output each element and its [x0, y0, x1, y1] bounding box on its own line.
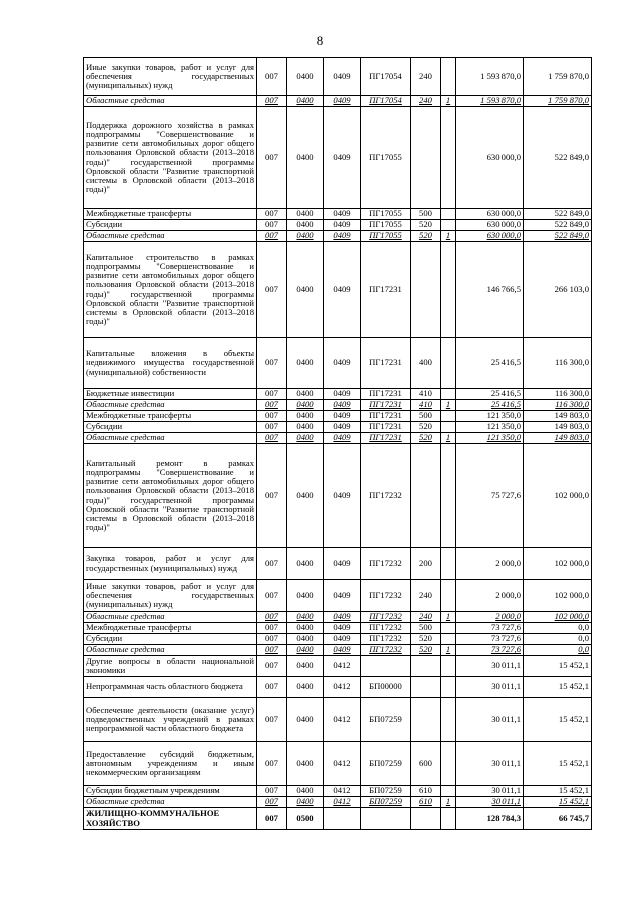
row-name: Областные средства — [84, 400, 257, 411]
row-name: Межбюджетные трансферты — [84, 411, 257, 422]
row-source-code — [441, 444, 456, 548]
row-amount-1: 630 000,0 — [456, 107, 524, 209]
row-source-code — [441, 58, 456, 96]
table-row — [84, 634, 592, 645]
row-subsection-code: 0409 — [324, 107, 361, 209]
row-target-article: ПГ17232 — [361, 580, 411, 612]
row-subsection-code: 0412 — [324, 786, 361, 797]
row-ministry-code: 007 — [257, 808, 287, 830]
row-subsection-code: 0412 — [324, 742, 361, 786]
row-amount-1: 30 011,1 — [456, 698, 524, 742]
row-amount-2: 102 000,0 — [524, 444, 592, 548]
row-amount-2: 15 452,1 — [524, 786, 592, 797]
row-amount-2: 102 000,0 — [524, 612, 592, 623]
row-name: Межбюджетные трансферты — [84, 623, 257, 634]
row-subsection-code: 0409 — [324, 389, 361, 400]
row-expense-type: 400 — [411, 338, 441, 389]
row-section-code: 0400 — [287, 634, 324, 645]
row-section-code: 0400 — [287, 58, 324, 96]
row-target-article — [361, 808, 411, 830]
row-amount-1: 25 416,5 — [456, 389, 524, 400]
row-source-code — [441, 338, 456, 389]
row-name: Иные закупки товаров, работ и услуг для обеспечения государственных (муниципальных) нужд — [84, 580, 257, 612]
row-expense-type — [411, 656, 441, 677]
row-source-code: 1 — [441, 96, 456, 107]
row-subsection-code: 0409 — [324, 231, 361, 242]
row-target-article: ПГ17055 — [361, 107, 411, 209]
page-number: 8 — [316, 33, 324, 48]
row-amount-1: 73 727,6 — [456, 634, 524, 645]
row-amount-2: 1 759 870,0 — [524, 58, 592, 96]
table-row — [84, 612, 592, 623]
row-subsection-code: 0409 — [324, 580, 361, 612]
row-target-article: ПГ17231 — [361, 338, 411, 389]
row-ministry-code: 007 — [257, 411, 287, 422]
row-target-article: ПГ17231 — [361, 422, 411, 433]
row-expense-type: 410 — [411, 400, 441, 411]
table-row — [84, 96, 592, 107]
row-source-code — [441, 742, 456, 786]
row-section-code: 0400 — [287, 742, 324, 786]
row-amount-2: 522 849,0 — [524, 107, 592, 209]
row-expense-type: 500 — [411, 623, 441, 634]
row-target-article: ПГ17231 — [361, 389, 411, 400]
table-row — [84, 338, 592, 389]
row-amount-1: 630 000,0 — [456, 209, 524, 220]
row-source-code — [441, 634, 456, 645]
row-amount-1: 121 350,0 — [456, 411, 524, 422]
row-subsection-code: 0409 — [324, 422, 361, 433]
row-target-article: ПГ17232 — [361, 548, 411, 580]
row-amount-2: 149 803,0 — [524, 433, 592, 444]
row-target-article: ПГ17055 — [361, 209, 411, 220]
row-amount-2: 522 849,0 — [524, 209, 592, 220]
row-target-article: ПГ17055 — [361, 231, 411, 242]
row-name: Субсидии — [84, 220, 257, 231]
row-name: Закупка товаров, работ и услуг для государственных (муниципальных) нужд — [84, 548, 257, 580]
row-name: Капитальный ремонт в рамках подпрограммы "Совершенствование и развитие сети автомобильных дорог общего пользования Орловской области (2013–2018 годы)" государственной программы Орловской области "Развитие транспортной системы в Орловской области (2013–2018 годы)" — [84, 444, 257, 548]
row-amount-1: 121 350,0 — [456, 433, 524, 444]
row-expense-type — [411, 808, 441, 830]
row-amount-2: 149 803,0 — [524, 422, 592, 433]
row-section-code: 0400 — [287, 338, 324, 389]
row-amount-2: 0,0 — [524, 623, 592, 634]
row-name: Субсидии — [84, 422, 257, 433]
row-ministry-code: 007 — [257, 786, 287, 797]
table-row — [84, 623, 592, 634]
row-subsection-code: 0409 — [324, 220, 361, 231]
row-amount-1: 30 011,1 — [456, 656, 524, 677]
table-row — [84, 220, 592, 231]
row-section-code: 0400 — [287, 580, 324, 612]
row-ministry-code: 007 — [257, 548, 287, 580]
row-section-code: 0400 — [287, 548, 324, 580]
row-name: Другие вопросы в области национальной экономики — [84, 656, 257, 677]
row-ministry-code: 007 — [257, 797, 287, 808]
row-expense-type: 240 — [411, 96, 441, 107]
row-source-code — [441, 580, 456, 612]
row-target-article: ПГ17232 — [361, 634, 411, 645]
row-target-article: БП07259 — [361, 698, 411, 742]
row-amount-1: 128 784,3 — [456, 808, 524, 830]
row-source-code — [441, 656, 456, 677]
row-target-article — [361, 656, 411, 677]
row-amount-2: 15 452,1 — [524, 797, 592, 808]
row-section-code: 0400 — [287, 698, 324, 742]
row-amount-2: 522 849,0 — [524, 231, 592, 242]
row-subsection-code: 0409 — [324, 58, 361, 96]
row-ministry-code: 007 — [257, 742, 287, 786]
row-expense-type: 410 — [411, 389, 441, 400]
row-amount-1: 30 011,1 — [456, 797, 524, 808]
row-target-article: ПГ17055 — [361, 220, 411, 231]
row-ministry-code: 007 — [257, 107, 287, 209]
row-subsection-code: 0409 — [324, 612, 361, 623]
table-row — [84, 548, 592, 580]
row-ministry-code: 007 — [257, 634, 287, 645]
row-amount-1: 1 593 870,0 — [456, 58, 524, 96]
row-name: Областные средства — [84, 433, 257, 444]
row-section-code: 0400 — [287, 242, 324, 338]
row-amount-1: 630 000,0 — [456, 220, 524, 231]
row-expense-type: 520 — [411, 645, 441, 656]
row-expense-type: 240 — [411, 580, 441, 612]
row-subsection-code: 0409 — [324, 338, 361, 389]
row-target-article: ПГ17054 — [361, 96, 411, 107]
row-ministry-code: 007 — [257, 580, 287, 612]
row-target-article: ПГ17231 — [361, 433, 411, 444]
row-amount-2: 149 803,0 — [524, 411, 592, 422]
row-section-code: 0400 — [287, 389, 324, 400]
row-source-code: 1 — [441, 400, 456, 411]
row-amount-2: 1 759 870,0 — [524, 96, 592, 107]
row-name: Иные закупки товаров, работ и услуг для обеспечения государственных (муниципальных) нужд — [84, 58, 257, 96]
row-source-code — [441, 242, 456, 338]
row-target-article: БП00000 — [361, 677, 411, 698]
row-expense-type: 240 — [411, 612, 441, 623]
table-row — [84, 742, 592, 786]
row-ministry-code: 007 — [257, 623, 287, 634]
row-ministry-code: 007 — [257, 698, 287, 742]
row-amount-2: 0,0 — [524, 634, 592, 645]
row-name: Областные средства — [84, 96, 257, 107]
row-ministry-code: 007 — [257, 400, 287, 411]
row-ministry-code: 007 — [257, 645, 287, 656]
row-subsection-code: 0412 — [324, 698, 361, 742]
table-row — [84, 580, 592, 612]
row-ministry-code: 007 — [257, 58, 287, 96]
row-name: Областные средства — [84, 797, 257, 808]
table-row — [84, 107, 592, 209]
row-amount-1: 73 727,6 — [456, 623, 524, 634]
row-section-code: 0400 — [287, 96, 324, 107]
table-row — [84, 411, 592, 422]
row-name: Предоставление субсидий бюджетным, автономным учреждениям и иным некоммерческим организациям — [84, 742, 257, 786]
row-name: Областные средства — [84, 645, 257, 656]
row-ministry-code: 007 — [257, 422, 287, 433]
row-subsection-code: 0409 — [324, 411, 361, 422]
row-expense-type: 240 — [411, 58, 441, 96]
row-section-code: 0400 — [287, 209, 324, 220]
row-name: Капитальные вложения в объекты недвижимого имущества государственной (муниципальной) собственности — [84, 338, 257, 389]
row-source-code — [441, 786, 456, 797]
table-row — [84, 58, 592, 96]
row-target-article: ПГ17231 — [361, 242, 411, 338]
row-ministry-code: 007 — [257, 612, 287, 623]
row-amount-1: 146 766,5 — [456, 242, 524, 338]
row-subsection-code: 0409 — [324, 548, 361, 580]
row-expense-type: 520 — [411, 634, 441, 645]
row-source-code — [441, 411, 456, 422]
row-ministry-code: 007 — [257, 444, 287, 548]
row-name: Непрограммная часть областного бюджета — [84, 677, 257, 698]
row-section-code: 0400 — [287, 422, 324, 433]
row-section-code: 0400 — [287, 220, 324, 231]
row-amount-1: 2 000,0 — [456, 580, 524, 612]
row-name: Субсидии — [84, 634, 257, 645]
row-amount-2: 102 000,0 — [524, 548, 592, 580]
row-source-code: 1 — [441, 612, 456, 623]
row-expense-type — [411, 242, 441, 338]
row-ministry-code: 007 — [257, 96, 287, 107]
table-row — [84, 656, 592, 677]
row-target-article: ПГ17231 — [361, 411, 411, 422]
row-ministry-code: 007 — [257, 389, 287, 400]
row-amount-2: 266 103,0 — [524, 242, 592, 338]
row-target-article: БП07259 — [361, 786, 411, 797]
row-amount-1: 75 727,6 — [456, 444, 524, 548]
table-row — [84, 242, 592, 338]
table-row — [84, 444, 592, 548]
row-section-code: 0400 — [287, 411, 324, 422]
row-section-code: 0400 — [287, 677, 324, 698]
row-target-article: БП07259 — [361, 797, 411, 808]
row-source-code: 1 — [441, 645, 456, 656]
row-amount-2: 66 745,7 — [524, 808, 592, 830]
row-subsection-code: 0409 — [324, 623, 361, 634]
row-subsection-code: 0409 — [324, 96, 361, 107]
row-name: Обеспечение деятельности (оказание услуг) подведомственных учреждений в рамках непрограммной части областного бюджета — [84, 698, 257, 742]
row-source-code — [441, 698, 456, 742]
row-name: Бюджетные инвестиции — [84, 389, 257, 400]
row-name: Межбюджетные трансферты — [84, 209, 257, 220]
row-name: Капитальное строительство в рамках подпрограммы "Совершенствование и развитие сети автомобильных дорог общего пользования Орловской области (2013–2018 годы)" государственной программы Орловской области "Развитие транспортной системы в Орловской области (2013–2018 годы)" — [84, 242, 257, 338]
row-ministry-code: 007 — [257, 677, 287, 698]
table-row — [84, 209, 592, 220]
row-source-code — [441, 422, 456, 433]
row-amount-1: 121 350,0 — [456, 422, 524, 433]
row-subsection-code: 0409 — [324, 242, 361, 338]
row-amount-2: 15 452,1 — [524, 698, 592, 742]
row-expense-type: 520 — [411, 231, 441, 242]
table-row — [84, 808, 592, 830]
row-section-code: 0400 — [287, 433, 324, 444]
row-target-article: ПГ17054 — [361, 58, 411, 96]
row-amount-2: 102 000,0 — [524, 580, 592, 612]
row-name: ЖИЛИЩНО-КОММУНАЛЬНОЕ ХОЗЯЙСТВО — [84, 808, 257, 830]
row-expense-type — [411, 444, 441, 548]
row-source-code — [441, 623, 456, 634]
row-target-article: БП07259 — [361, 742, 411, 786]
row-amount-1: 30 011,1 — [456, 677, 524, 698]
table-row — [84, 786, 592, 797]
row-amount-2: 0,0 — [524, 645, 592, 656]
row-expense-type: 600 — [411, 742, 441, 786]
row-subsection-code: 0409 — [324, 209, 361, 220]
row-section-code: 0400 — [287, 444, 324, 548]
row-expense-type — [411, 677, 441, 698]
row-expense-type — [411, 107, 441, 209]
row-section-code: 0400 — [287, 786, 324, 797]
row-ministry-code: 007 — [257, 209, 287, 220]
row-section-code: 0400 — [287, 612, 324, 623]
row-ministry-code: 007 — [257, 338, 287, 389]
row-section-code: 0400 — [287, 107, 324, 209]
row-amount-1: 1 593 870,0 — [456, 96, 524, 107]
table-row — [84, 645, 592, 656]
row-amount-1: 2 000,0 — [456, 548, 524, 580]
row-ministry-code: 007 — [257, 231, 287, 242]
row-name: Областные средства — [84, 231, 257, 242]
row-subsection-code: 0409 — [324, 444, 361, 548]
row-section-code: 0500 — [287, 808, 324, 830]
row-subsection-code: 0412 — [324, 797, 361, 808]
row-name: Субсидии бюджетным учреждениям — [84, 786, 257, 797]
row-target-article: ПГ17231 — [361, 400, 411, 411]
row-target-article: ПГ17232 — [361, 623, 411, 634]
row-source-code — [441, 548, 456, 580]
table-row — [84, 400, 592, 411]
row-expense-type: 500 — [411, 209, 441, 220]
table-row — [84, 677, 592, 698]
row-expense-type — [411, 698, 441, 742]
row-source-code: 1 — [441, 797, 456, 808]
row-amount-2: 15 452,1 — [524, 742, 592, 786]
row-target-article: ПГ17232 — [361, 645, 411, 656]
row-amount-1: 73 727,6 — [456, 645, 524, 656]
row-ministry-code: 007 — [257, 656, 287, 677]
row-source-code — [441, 220, 456, 231]
row-amount-1: 25 416,5 — [456, 338, 524, 389]
row-source-code — [441, 677, 456, 698]
row-amount-2: 116 300,0 — [524, 338, 592, 389]
row-amount-2: 522 849,0 — [524, 220, 592, 231]
table-row — [84, 698, 592, 742]
row-source-code — [441, 808, 456, 830]
row-section-code: 0400 — [287, 797, 324, 808]
row-amount-2: 116 300,0 — [524, 389, 592, 400]
table-row — [84, 433, 592, 444]
row-amount-1: 25 416,5 — [456, 400, 524, 411]
row-section-code: 0400 — [287, 231, 324, 242]
table-row — [84, 231, 592, 242]
row-section-code: 0400 — [287, 623, 324, 634]
row-amount-2: 116 300,0 — [524, 400, 592, 411]
table-row — [84, 389, 592, 400]
row-amount-2: 15 452,1 — [524, 656, 592, 677]
row-amount-1: 30 011,1 — [456, 786, 524, 797]
row-section-code: 0400 — [287, 645, 324, 656]
row-subsection-code: 0409 — [324, 645, 361, 656]
row-subsection-code: 0412 — [324, 677, 361, 698]
row-ministry-code: 007 — [257, 433, 287, 444]
row-expense-type: 200 — [411, 548, 441, 580]
row-expense-type: 520 — [411, 220, 441, 231]
row-subsection-code: 0409 — [324, 433, 361, 444]
row-ministry-code: 007 — [257, 242, 287, 338]
row-amount-1: 630 000,0 — [456, 231, 524, 242]
row-amount-1: 2 000,0 — [456, 612, 524, 623]
row-source-code: 1 — [441, 433, 456, 444]
row-amount-2: 15 452,1 — [524, 677, 592, 698]
row-name: Областные средства — [84, 612, 257, 623]
row-name: Поддержка дорожного хозяйства в рамках подпрограммы "Совершенствование и развитие сети автомобильных дорог общего пользования Орловской области (2013–2018 годы)" государственной программы Орловской области "Развитие транспортной системы в Орловской области (2013–2018 годы)" — [84, 107, 257, 209]
row-subsection-code — [324, 808, 361, 830]
row-section-code: 0400 — [287, 656, 324, 677]
table-row — [84, 797, 592, 808]
row-ministry-code: 007 — [257, 220, 287, 231]
row-expense-type: 520 — [411, 433, 441, 444]
row-source-code — [441, 209, 456, 220]
row-subsection-code: 0409 — [324, 400, 361, 411]
table-row — [84, 422, 592, 433]
row-section-code: 0400 — [287, 400, 324, 411]
row-amount-1: 30 011,1 — [456, 742, 524, 786]
row-expense-type: 520 — [411, 422, 441, 433]
row-subsection-code: 0409 — [324, 634, 361, 645]
row-target-article: ПГ17232 — [361, 444, 411, 548]
row-expense-type: 610 — [411, 797, 441, 808]
row-source-code — [441, 389, 456, 400]
row-expense-type: 500 — [411, 411, 441, 422]
row-expense-type: 610 — [411, 786, 441, 797]
budget-table — [83, 57, 592, 830]
row-target-article: ПГ17232 — [361, 612, 411, 623]
row-subsection-code: 0412 — [324, 656, 361, 677]
row-source-code — [441, 107, 456, 209]
row-source-code: 1 — [441, 231, 456, 242]
